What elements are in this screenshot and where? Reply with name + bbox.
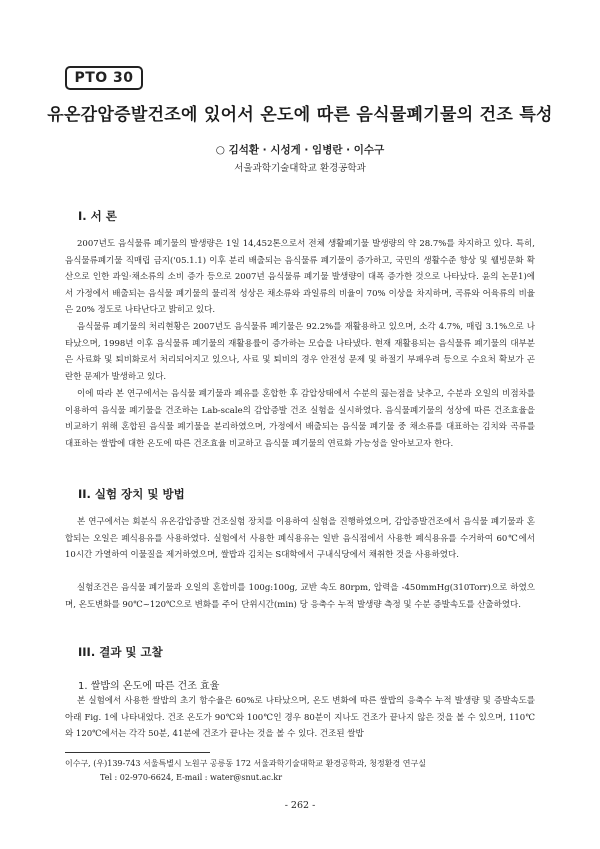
paper-title: 유온감압증발건조에 있어서 온도에 따른 음식물폐기물의 건조 특성 xyxy=(47,105,553,125)
footnote-address: 이수구, (우)139-743 서울특별시 노원구 공릉동 172 서울과학기술대학교 환경공학과, 청정환경 연구실 xyxy=(65,759,426,768)
intro-paragraph-3: 이에 따라 본 연구에서는 음식물 폐기물과 폐유를 혼합한 후 감압상태에서 수분의 끓는점을 낮추고, 수분과 오일의 비점차를 이용하여 음식물 폐기물을 건조하는 Lab-scale의 감압증발 건조 실험을 실시하였다. 음식물폐기물의 성상에 따른 건조효율을 비교하기 위해 혼합된 음식물 폐기물을 분리하였으며, 가정에서 배출되는 음식물 폐기물 중 채소류를 대표하는 김치와 곡류를 대표하는 쌀밥에 대한 온도에 따른 건조효율 비교하고 음식물 폐기물의 연료화 가능성을 알아보고자 한다. xyxy=(65,389,535,449)
results-paragraph-1: 본 실험에서 사용한 쌀밥의 초기 함수율은 60%로 나타났으며, 온도 변화에 따른 쌀밥의 응축수 누적 발생량 및 증발속도를 아래 Fig. 1에 나타내었다. 건조 온도가 90℃와 100℃인 경우 80분이 지나도 건조가 끝나지 않은 것을 볼 수 있으며, 110℃와 120℃에서는 각각 50분, 41분에 건조가 끝나는 것을 볼 수 있다. 건조된 쌀밥 xyxy=(65,696,535,740)
subsection-heading-rice: 1. 쌀밥의 온도에 따른 건조 효율 xyxy=(78,681,220,692)
footnote-contact: Tel : 02-970-6624, E-mail : water@snut.ac.kr xyxy=(100,773,283,782)
section-heading-intro: I. 서 론 xyxy=(78,209,117,223)
methods-paragraph-1: 본 연구에서는 회분식 유온감압증발 건조실험 장치를 이용하여 실험을 진행하였으며, 감압증발건조에서 음식물 폐기물과 혼합되는 오일은 폐식용유를 사용하였다. 실험에서 사용한 폐식용유는 일반 음식점에서 사용한 폐식용유를 수거하여 60℃에서 10시간 가열하여 이물질을 제거하였으며, 쌀밥과 김치는 S대학에서 구내식당에서 채취한 것을 사용하였다. xyxy=(65,517,535,561)
affiliation: 서울과학기술대학교 환경공학과 xyxy=(234,163,366,174)
intro-paragraph-1: 2007년도 음식물류 폐기물의 발생량은 1일 14,452톤으로서 전체 생활폐기물 발생량의 약 28.7%를 차지하고 있다. 특히, 음식물류폐기물 직매립 금지('05.1.1) 이후 분리 배출되는 음식물류 폐기물이 증가하고, 국민의 생활수준 향상 및 웰빙문화 확산으로 인한 과일·채소류의 소비 증가 등으로 2007년 음식물류 폐기물 발생량이 대폭 증가한 것으로 나타났다. 윤의 논문1)에서 가정에서 배출되는 음식물 폐기물의 물리적 성상은 채소류와 과일류의 비율이 70% 이상을 차지하며, 곡류와 어육류의 비율은 20% 정도로 나타난다고 밝히고 있다. xyxy=(65,239,535,316)
session-badge: PTO 30 xyxy=(65,66,143,90)
page-number: - 262 - xyxy=(284,800,316,811)
section-heading-methods: II. 실험 장치 및 방법 xyxy=(78,487,185,501)
methods-paragraph-2: 실험조건은 음식물 폐기물과 오일의 혼합비를 100g:100g, 교반 속도 80rpm, 압력을 -450mmHg(310Torr)으로 하였으며, 온도변화를 90℃~120℃으로 변화를 주어 단위시간(min) 당 응축수 누적 발생량 측정 및 수분 증발속도를 산출하였다. xyxy=(65,583,535,610)
intro-paragraph-2: 음식물류 폐기물의 처리현황은 2007년도 음식물류 폐기물은 92.2%를 재활용하고 있으며, 소각 4.7%, 매립 3.1%으로 나타났으며, 1998년 이후 음식물류 폐기물의 재활용률이 증가하는 모습을 나타냈다. 현재 재활용되는 음식물류 폐기물의 대부분은 사료화 및 퇴비화로서 처리되어지고 있으나, 사료 및 퇴비의 경우 안전성 문제 및 하절기 부패우려 등으로 수요처 확보가 곤란한 문제가 발생하고 있다. xyxy=(65,322,535,382)
author-list: ○ 김석환 · 시성게 · 임병란 · 이수구 xyxy=(215,144,385,156)
section-heading-results: III. 결과 및 고찰 xyxy=(78,645,163,659)
footnote-separator xyxy=(65,752,210,753)
